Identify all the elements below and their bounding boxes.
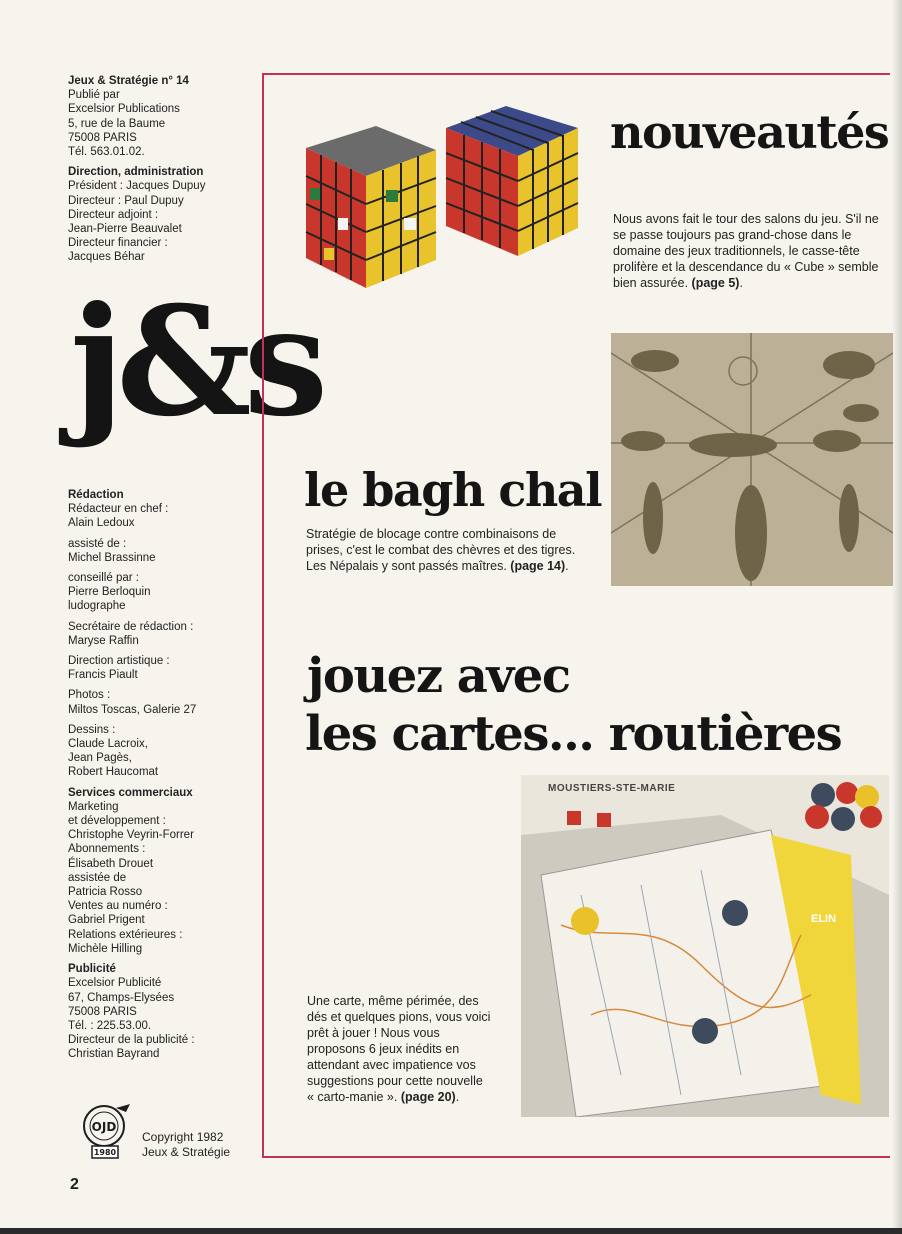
- road-map-photo: [521, 775, 889, 1117]
- redaction-line: Miltos Toscas, Galerie 27: [68, 703, 197, 716]
- redaction-sub-block: [68, 571, 258, 614]
- rubiks-cubes-photo: [296, 98, 592, 296]
- publisher-line: Publié par: [68, 89, 120, 102]
- nouveautes-title: nouveautés: [610, 105, 889, 159]
- services-line: et développement :: [68, 815, 166, 828]
- redaction-line: Rédacteur en chef :: [68, 503, 169, 516]
- bagh-chal-title: le bagh chal: [304, 463, 602, 517]
- nouveautes-tail: .: [739, 276, 743, 290]
- services-heading: Services commerciaux: [68, 786, 193, 799]
- redaction-sub-block: [68, 654, 258, 682]
- direction-line: Président : Jacques Dupuy: [68, 180, 206, 193]
- direction-block: [68, 165, 258, 264]
- redaction-line: Alain Ledoux: [68, 517, 135, 530]
- publicite-line: Directeur de la publicité :: [68, 1034, 195, 1047]
- redaction-line: Secrétaire de rédaction :: [68, 620, 194, 633]
- publicite-line: Tél. : 225.53.00.: [68, 1019, 152, 1032]
- bagh-chal-page-ref[interactable]: (page 14): [510, 559, 566, 573]
- masthead-top: [68, 74, 258, 271]
- services-line: Patricia Rosso: [68, 886, 143, 899]
- bagh-chal-tail: .: [565, 559, 569, 573]
- publicite-line: 67, Champs-Elysées: [68, 991, 175, 1004]
- publicite-block: [68, 962, 258, 1061]
- publicite-line: Christian Bayrand: [68, 1048, 160, 1061]
- redaction-line: Maryse Raffin: [68, 634, 139, 647]
- redaction-line: assisté de :: [68, 537, 127, 550]
- road-map-illustration: [521, 775, 889, 1117]
- ojd-seal-icon: [76, 1102, 136, 1162]
- services-line: Michèle Hilling: [68, 942, 143, 955]
- redaction-line: Photos :: [68, 689, 111, 702]
- redaction-line: conseillé par :: [68, 572, 139, 585]
- page-number: 2: [70, 1176, 79, 1193]
- direction-line: Jacques Béhar: [68, 251, 145, 264]
- publisher-block: [68, 74, 258, 159]
- redaction-sub-block: [68, 620, 258, 648]
- publicite-line: Excelsior Publicité: [68, 977, 162, 990]
- publisher-line: Excelsior Publications: [68, 103, 180, 116]
- page-edge-shadow: [892, 0, 902, 1234]
- services-line: Christophe Veyrin-Forrer: [68, 829, 194, 842]
- map-place-label: MOUSTIERS-STE-MARIE: [548, 783, 676, 794]
- services-line: Élisabeth Drouet: [68, 857, 154, 870]
- redaction-block: [68, 488, 258, 531]
- ojd-letters: OJD: [91, 1120, 117, 1134]
- copyright: [142, 1130, 230, 1160]
- services-line: Abonnements :: [68, 843, 146, 856]
- redaction-line: Jean Pagès,: [68, 752, 132, 765]
- redaction-line: Direction artistique :: [68, 655, 170, 668]
- nouveautes-page-ref[interactable]: (page 5): [691, 276, 740, 290]
- direction-line: Directeur : Paul Dupuy: [68, 194, 184, 207]
- cartes-title-line2: les cartes... routières: [305, 706, 842, 762]
- redaction-line: ludographe: [68, 600, 126, 613]
- services-line: Marketing: [68, 800, 119, 813]
- services-line: Gabriel Prigent: [68, 914, 145, 927]
- bagh-chal-text: [306, 526, 590, 574]
- redaction-sub-block: [68, 537, 258, 565]
- redaction-line: Dessins :: [68, 723, 116, 736]
- masthead-bottom: [68, 488, 258, 1068]
- cartes-text: [307, 993, 491, 1105]
- nouveautes-text: [613, 211, 895, 291]
- cartes-tail: .: [455, 1090, 460, 1104]
- publicite-line: 75008 PARIS: [68, 1005, 137, 1018]
- services-line: Ventes au numéro :: [68, 900, 168, 913]
- redaction-sub-block: [68, 723, 258, 780]
- bagh-chal-body: Stratégie de blocage contre combinaisons de prises, c'est le combat des chèvres et des tigres. Les Népalais y sont passés maîtres.: [306, 527, 576, 573]
- copyright-line: Jeux & Stratégie: [142, 1145, 231, 1159]
- js-logo: j&s: [70, 274, 321, 450]
- redaction-line: Claude Lacroix,: [68, 738, 148, 751]
- bottom-edge: [0, 1228, 902, 1234]
- direction-line: Jean-Pierre Beauvalet: [68, 223, 182, 236]
- services-block: [68, 786, 258, 956]
- rubiks-cubes-illustration: [296, 98, 592, 296]
- direction-line: Directeur financier :: [68, 237, 168, 250]
- redaction-line: Robert Haucomat: [68, 766, 159, 779]
- cartes-body: Une carte, même périmée, des dés et quelques pions, vous voici prêt à jouer ! Nous vous proposons 6 jeux inédits en attendant avec impatience vos suggestions pour cette nouvelle « carto-manie ».: [307, 994, 491, 1104]
- redaction-line: Pierre Berloquin: [68, 586, 151, 599]
- ojd-year: 1980: [93, 1148, 117, 1157]
- cartes-page-ref[interactable]: (page 20): [400, 1090, 456, 1104]
- direction-heading: Direction, administration: [68, 166, 204, 179]
- redaction-line: Michel Brassinne: [68, 551, 156, 564]
- services-line: Relations extérieures :: [68, 928, 183, 941]
- bagh-chal-photo: [611, 333, 893, 586]
- redaction-heading: Rédaction: [68, 489, 124, 501]
- copyright-line: Copyright 1982: [142, 1130, 224, 1144]
- redaction-line: Francis Piault: [68, 669, 138, 682]
- direction-line: Directeur adjoint :: [68, 208, 159, 221]
- publisher-line: 75008 PARIS: [68, 131, 137, 144]
- publisher-line: 5, rue de la Baume: [68, 117, 166, 130]
- services-line: assistée de: [68, 871, 127, 884]
- publicite-heading: Publicité: [68, 963, 116, 976]
- publisher-line: Tél. 563.01.02.: [68, 146, 145, 159]
- issue-title: Jeux & Stratégie n° 14: [68, 75, 189, 87]
- cartes-title-line1: jouez avec: [307, 648, 570, 704]
- nouveautes-body: Nous avons fait le tour des salons du jeu. S'il ne se passe toujours pas grand-chose dans le domaine des jeux traditionnels, le casse-tête prolifère et la descendance du « Cube » semble bien assurée.: [613, 212, 879, 290]
- bagh-chal-board-illustration: [611, 333, 893, 586]
- guide-cover-label: ELIN: [811, 913, 837, 925]
- redaction-sub-block: [68, 688, 258, 716]
